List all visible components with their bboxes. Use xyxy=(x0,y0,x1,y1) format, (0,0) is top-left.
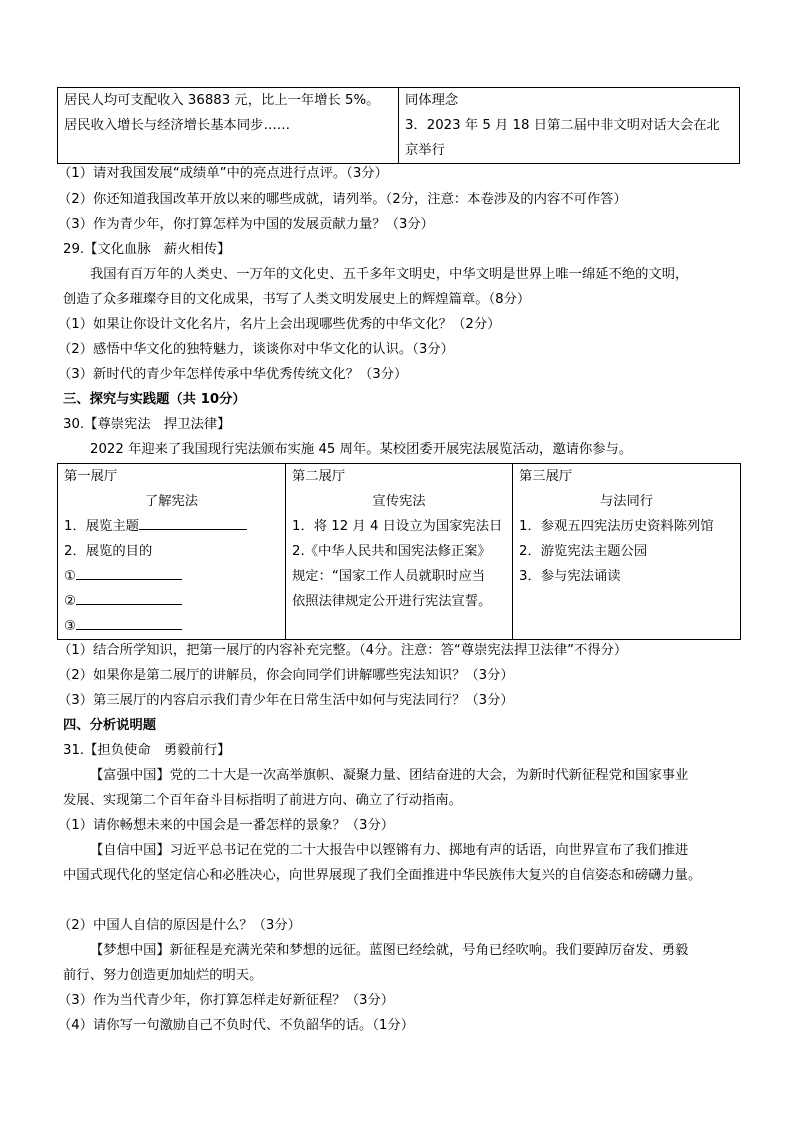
achievement-cell-left xyxy=(58,88,399,164)
purpose-2-label: ② xyxy=(64,594,76,609)
hall-2-line: 2.《中华人民共和国宪法修正案》 xyxy=(292,544,491,559)
purpose-3-blank[interactable] xyxy=(76,615,182,630)
hall-1-theme: 了解宪法 xyxy=(144,494,199,509)
q31-paragraph-confident: 中国式现代化的坚定信心和必胜决心，向世界展现了我们全面推进中华民族伟大复兴的自信姿态和磅礴力量。 xyxy=(63,868,702,883)
q30-sub-1: （1）结合所学知识，把第一展厅的内容补充完整。（4分。注意：答“尊崇宪法捍卫法律”不得分） xyxy=(58,643,628,658)
q30-intro: 2022 年迎来了我国现行宪法颁布实施 45 周年。某校团委开展宪法展览活动，邀请你参与。 xyxy=(90,442,633,457)
hall-2-theme: 宣传宪法 xyxy=(372,494,426,509)
hall-2-line: 1．将 12 月 4 日设立为国家宪法日 xyxy=(292,519,503,534)
section-3-heading: 三、探究与实践题（共 10分） xyxy=(63,392,246,407)
purpose-1-blank[interactable] xyxy=(76,565,182,580)
hall-2-line: 规定：“国家工作人员就职时应当 xyxy=(292,569,486,584)
q31-paragraph-confident: 【自信中国】习近平总书记在党的二十大报告中以铿锵有力、掷地有声的话语，向世界宣布了我们推进 xyxy=(90,843,689,858)
hall-2-name: 第二展厅 xyxy=(292,469,346,484)
q30-sub-3: （3）第三展厅的内容启示我们青少年在日常生活中如何与宪法同行？（3分） xyxy=(58,693,514,708)
q29-sub-1: （1）如果让你设计文化名片，名片上会出现哪些优秀的中华文化？（2分） xyxy=(58,317,501,332)
q31-sub-1: （1）请你畅想未来的中国会是一番怎样的景象？（3分） xyxy=(58,818,395,833)
hall-1-name: 第一展厅 xyxy=(64,469,118,484)
purpose-3-label: ③ xyxy=(64,619,76,634)
achievement-table xyxy=(57,87,740,164)
table-text: 同体理念 xyxy=(405,93,459,108)
hall-2-line: 依照法律规定公开进行宪法宣誓。 xyxy=(292,594,492,609)
hall-1-line xyxy=(64,514,285,539)
q31-sub-4: （4）请你写一句激励自己不负时代、不负韶华的话。（1分） xyxy=(58,1018,414,1033)
q31-paragraph-dream: 【梦想中国】新征程是充满光荣和梦想的远征。蓝图已经绘就，号角已经吹响。我们要踔厉奋发、勇毅 xyxy=(90,943,689,958)
hall-3-line: 3．参与宪法诵读 xyxy=(519,569,621,584)
exhibit-theme-blank[interactable] xyxy=(139,515,247,530)
q31-sub-3: （3）作为当代青少年，你打算怎样走好新征程？（3分） xyxy=(58,993,395,1008)
table-text: 京举行 xyxy=(405,143,445,158)
hall-3-theme: 与法同行 xyxy=(599,494,654,509)
q29-sub-3: （3）新时代的青少年怎样传承中华优秀传统文化？（3分） xyxy=(58,367,408,382)
hall-3-line: 1．参观五四宪法历史资料陈列馆 xyxy=(519,519,714,534)
hall-1-line xyxy=(64,614,285,639)
section-4-heading: 四、分析说明题 xyxy=(63,718,157,733)
hall-1-line: 2．展览的目的 xyxy=(64,544,153,559)
hall-3-cell xyxy=(513,464,741,640)
q30-title: 30.【尊崇宪法 捍卫法律】 xyxy=(63,417,231,432)
q28-sub-2: （2）你还知道我国改革开放以来的哪些成就，请列举。（2分，注意：本卷涉及的内容不可作答） xyxy=(58,192,627,207)
q29-title: 29.【文化血脉 薪火相传】 xyxy=(63,242,231,257)
q28-sub-1: （1）请对我国发展“成绩单”中的亮点进行点评。（3分） xyxy=(58,166,388,181)
achievement-cell-right xyxy=(399,88,740,164)
hall-3-line: 2．游览宪法主题公园 xyxy=(519,544,648,559)
exhibit-theme-label: 1．展览主题 xyxy=(64,519,139,534)
q29-sub-2: （2）感悟中华文化的独特魅力，谈谈你对中华文化的认识。（3分） xyxy=(58,342,454,357)
purpose-2-blank[interactable] xyxy=(76,590,182,605)
hall-3-name: 第三展厅 xyxy=(519,469,573,484)
table-text: 居民人均可支配收入 36883 元，比上一年增长 5%。 xyxy=(64,93,380,108)
q29-paragraph: 我国有百万年的人类史、一万年的文化史、五千多年文明史，中华文明是世界上唯一绵延不绝的文明， xyxy=(90,267,689,282)
hall-1-line xyxy=(64,564,285,589)
purpose-1-label: ① xyxy=(64,569,76,584)
exhibition-table xyxy=(57,463,741,640)
q31-paragraph-rich: 【富强中国】党的二十大是一次高举旗帜、凝聚力量、团结奋进的大会，为新时代新征程党和国家事业 xyxy=(90,768,689,783)
hall-1-line xyxy=(64,589,285,614)
q28-sub-3: （3）作为青少年，你打算怎样为中国的发展贡献力量？（3分） xyxy=(58,217,434,232)
q29-paragraph: 创造了众多璀璨夺目的文化成果，书写了人类文明发展史上的辉煌篇章。（8分） xyxy=(63,292,531,307)
hall-1-cell xyxy=(58,464,286,640)
q31-paragraph-rich: 发展、实现第二个百年奋斗目标指明了前进方向、确立了行动指南。 xyxy=(63,793,462,808)
table-text: 3．2023 年 5 月 18 日第二届中非文明对话大会在北 xyxy=(405,118,720,133)
q31-sub-2: （2）中国人自信的原因是什么？（3分） xyxy=(58,918,301,933)
q30-sub-2: （2）如果你是第二展厅的讲解员，你会向同学们讲解哪些宪法知识？（3分） xyxy=(58,668,514,683)
hall-2-cell xyxy=(286,464,513,640)
q31-paragraph-dream: 前行、努力创造更加灿烂的明天。 xyxy=(63,968,263,983)
table-text: 居民收入增长与经济增长基本同步…… xyxy=(64,118,291,133)
q31-title: 31.【担负使命 勇毅前行】 xyxy=(63,743,231,758)
